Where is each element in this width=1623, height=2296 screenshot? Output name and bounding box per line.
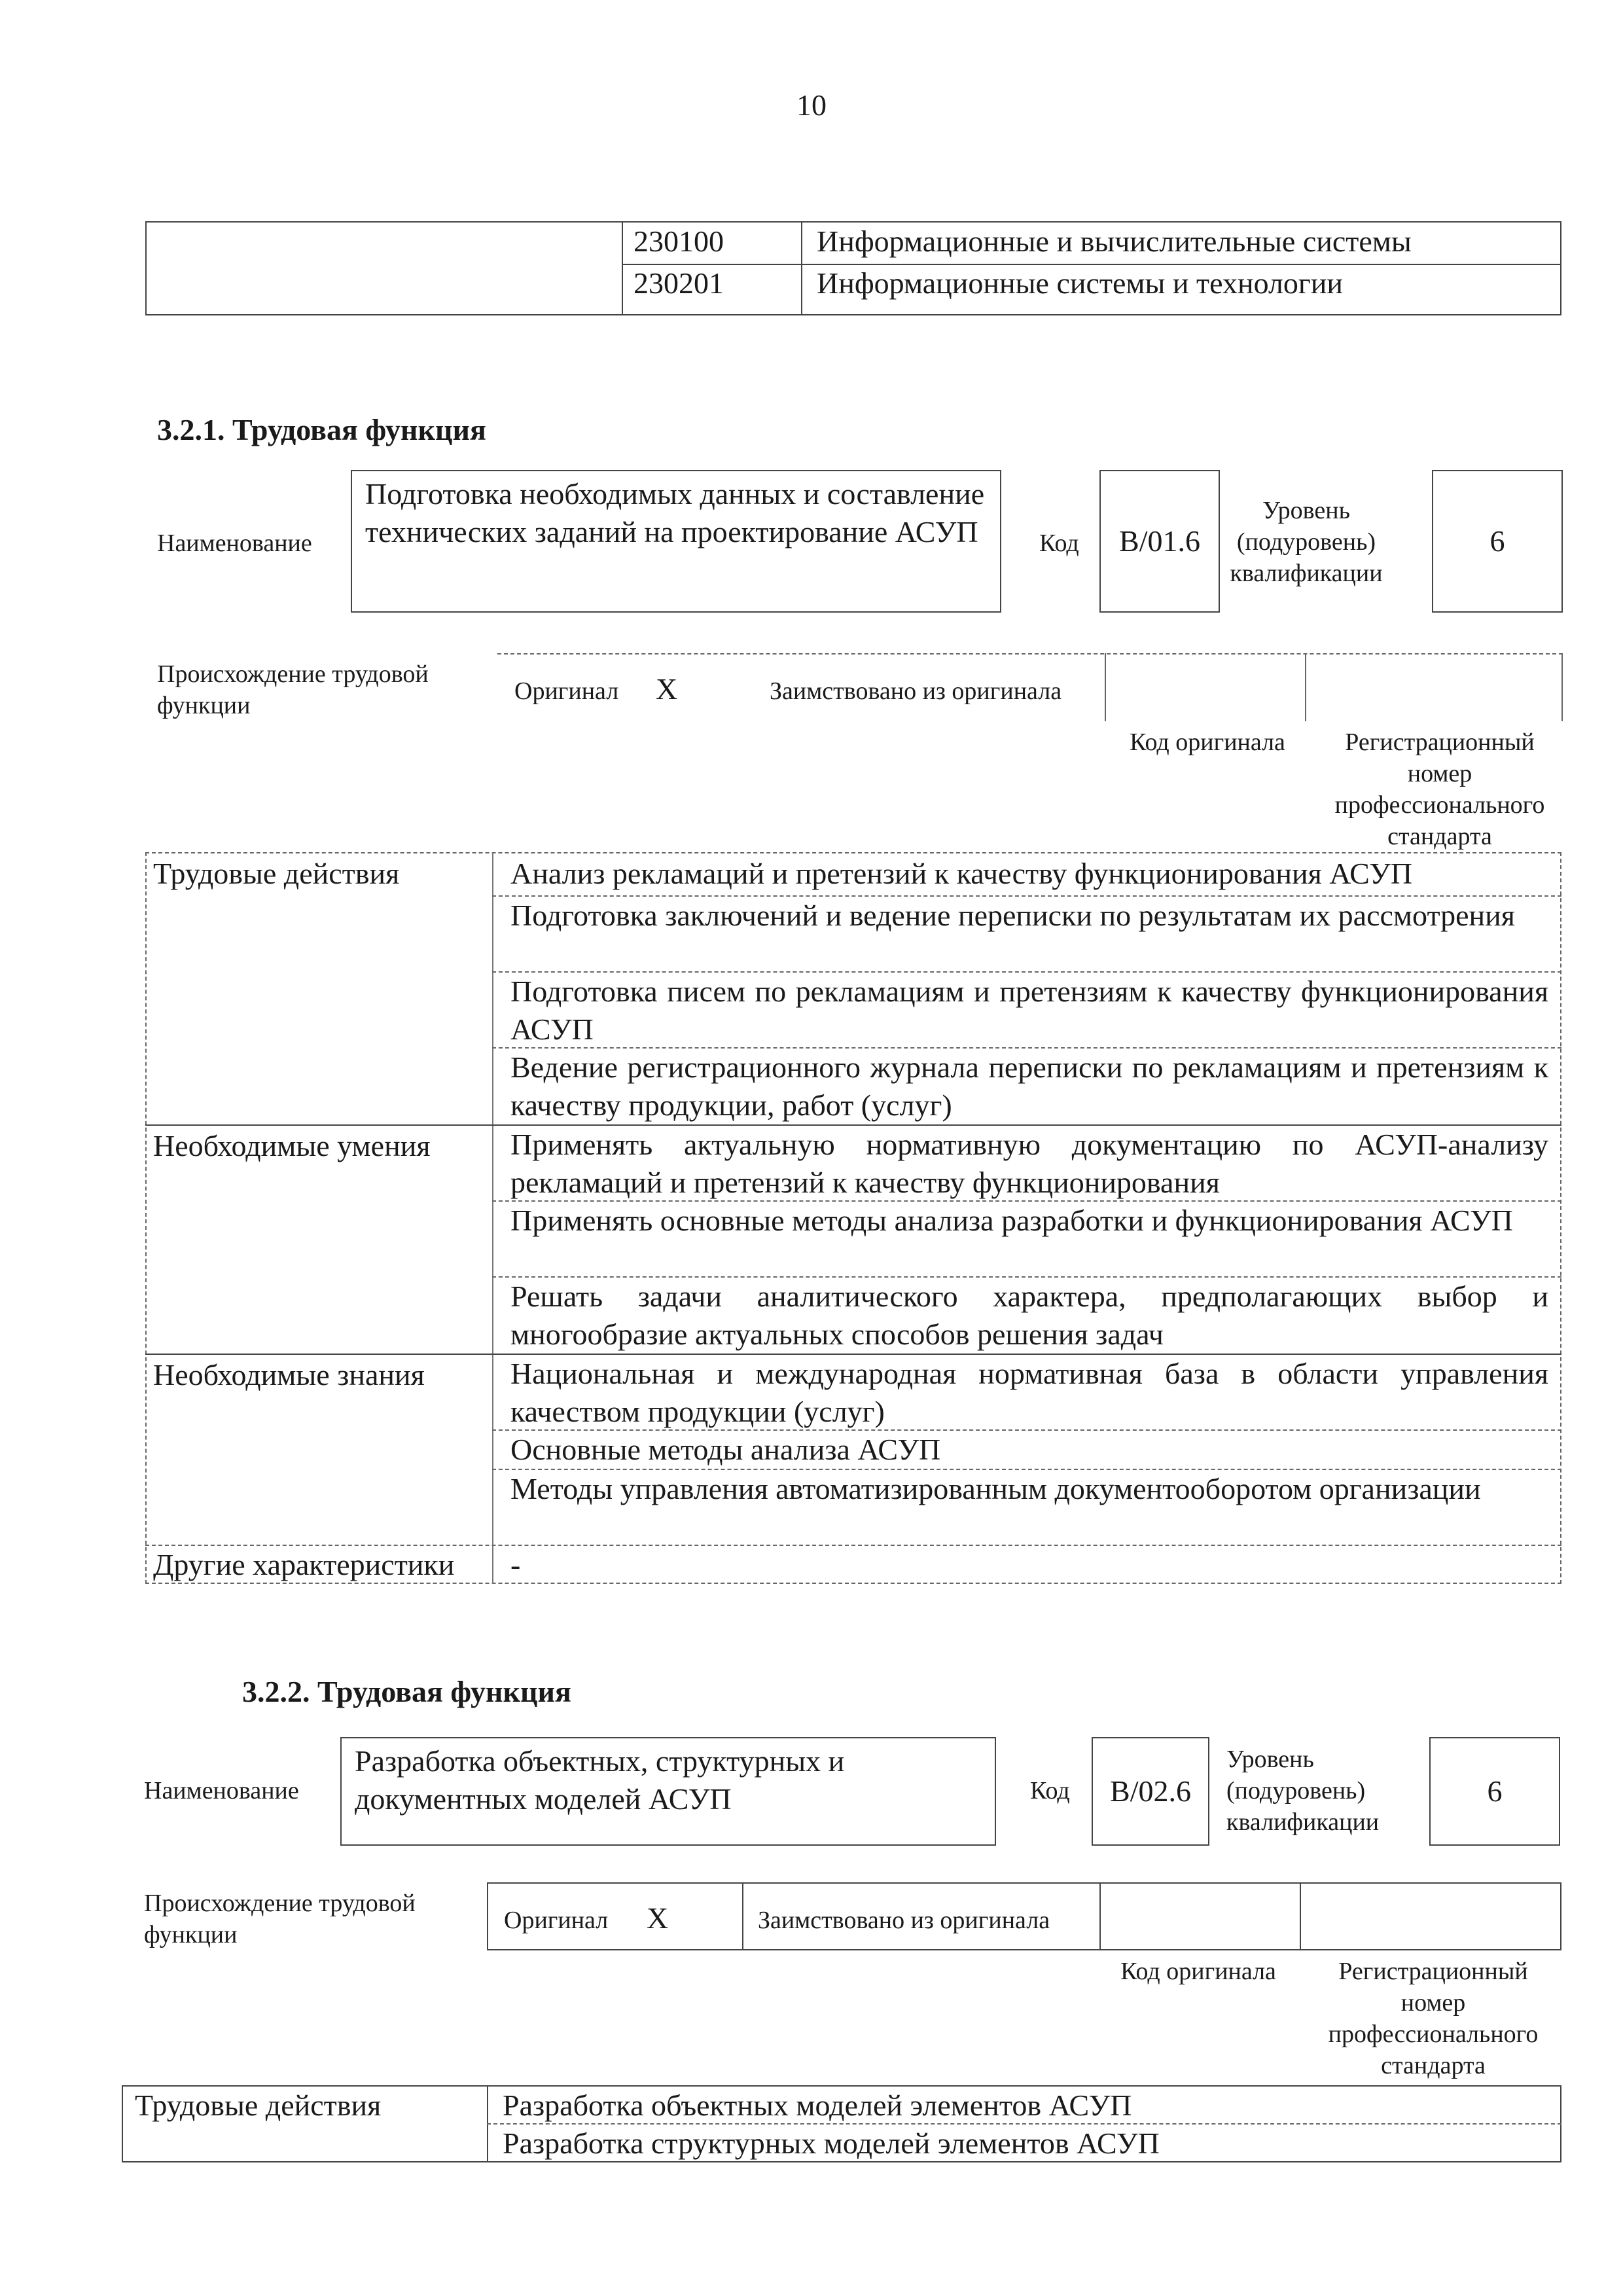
name-label: Наименование bbox=[157, 529, 312, 557]
list-item: Разработка объектных моделей элементов АСУП bbox=[503, 2089, 1132, 2122]
original-mark: X bbox=[656, 672, 678, 706]
row-label-actions: Трудовые действия bbox=[135, 2089, 382, 2122]
original-mark: X bbox=[647, 1901, 669, 1935]
borrowed-label: Заимствовано из оригинала bbox=[758, 1907, 1050, 1934]
top-table-name: Информационные и вычислительные системы bbox=[817, 224, 1412, 258]
list-item: Методы управления автоматизированным документооборотом организации bbox=[510, 1472, 1481, 1505]
section-heading: 3.2.2. Трудовая функция bbox=[242, 1675, 571, 1708]
top-table-divider bbox=[622, 221, 623, 315]
function-code: B/02.6 bbox=[1092, 1737, 1209, 1846]
function-name: Подготовка необходимых данных и составление технических заданий на проектирование АСУП bbox=[351, 470, 1001, 613]
function-code: B/01.6 bbox=[1099, 470, 1220, 613]
qualification-level: 6 bbox=[1432, 470, 1563, 613]
code-label: Код bbox=[1039, 529, 1079, 557]
list-item: Подготовка писем по рекламациям и претензиям к качеству функционирования АСУП bbox=[510, 975, 1548, 1046]
section-heading: 3.2.1. Трудовая функция bbox=[157, 413, 486, 446]
list-item: Национальная и международная нормативная база в области управления качеством продукции (услуг) bbox=[510, 1357, 1548, 1428]
page-number: 10 bbox=[796, 88, 827, 122]
qualification-level: 6 bbox=[1429, 1737, 1560, 1846]
original-label: Оригинал bbox=[514, 677, 619, 705]
row-label-actions: Трудовые действия bbox=[153, 857, 400, 890]
top-table-code: 230100 bbox=[633, 224, 724, 258]
code-label: Код bbox=[1030, 1777, 1070, 1804]
list-item: Основные методы анализа АСУП bbox=[510, 1433, 941, 1466]
row-label-other: Другие характеристики bbox=[153, 1548, 455, 1581]
origin-label: Происхождение трудовой функции bbox=[157, 660, 429, 719]
borrowed-label: Заимствовано из оригинала bbox=[770, 677, 1062, 705]
original-label: Оригинал bbox=[504, 1907, 609, 1934]
list-item: - bbox=[510, 1548, 521, 1581]
list-item: Разработка структурных моделей элементов АСУП bbox=[503, 2126, 1160, 2160]
origin-divider bbox=[1300, 1882, 1301, 1950]
name-label: Наименование bbox=[144, 1777, 299, 1804]
table-column-divider bbox=[492, 852, 493, 1584]
list-item: Применять актуальную нормативную документацию по АСУП-анализу рекламаций и претензий к качеству функционирования bbox=[510, 1128, 1548, 1199]
top-table-code: 230201 bbox=[633, 266, 724, 300]
top-table-divider bbox=[801, 221, 802, 315]
original-code-label: Код оригинала bbox=[1130, 728, 1285, 756]
reg-number-label: Регистрационный номер профессионального стандарта bbox=[1328, 1958, 1539, 2079]
reg-number-label: Регистрационный номер профессионального стандарта bbox=[1334, 728, 1545, 850]
origin-divider bbox=[742, 1882, 743, 1950]
origin-divider bbox=[1305, 653, 1306, 721]
origin-row-border bbox=[497, 653, 1563, 655]
list-item: Решать задачи аналитического характера, предполагающих выбор и многообразие актуальных способов решения задач bbox=[510, 1280, 1548, 1351]
list-item: Подготовка заключений и ведение переписки по результатам их рассмотрения bbox=[510, 899, 1515, 932]
row-label-knowledge: Необходимые знания bbox=[153, 1358, 425, 1391]
row-label-skills: Необходимые умения bbox=[153, 1129, 431, 1162]
list-item: Ведение регистрационного журнала переписки по рекламациям и претензиям к качеству продукции, работ (услуг) bbox=[510, 1050, 1548, 1122]
origin-divider bbox=[1099, 1882, 1101, 1950]
list-item: Анализ рекламаций и претензий к качеству функционирования АСУП bbox=[510, 857, 1413, 890]
top-table-name: Информационные системы и технологии bbox=[817, 266, 1344, 300]
origin-divider bbox=[1105, 653, 1106, 721]
original-code-label: Код оригинала bbox=[1120, 1958, 1276, 1985]
origin-label: Происхождение трудовой функции bbox=[144, 1890, 416, 1948]
level-label: Уровень (подуровень) квалификации bbox=[1230, 497, 1383, 587]
function-name: Разработка объектных, структурных и документных моделей АСУП bbox=[340, 1737, 996, 1846]
origin-divider bbox=[1561, 653, 1563, 721]
level-label: Уровень (подуровень) квалификации bbox=[1226, 1746, 1380, 1836]
list-item: Применять основные методы анализа разработки и функционирования АСУП bbox=[510, 1204, 1513, 1237]
